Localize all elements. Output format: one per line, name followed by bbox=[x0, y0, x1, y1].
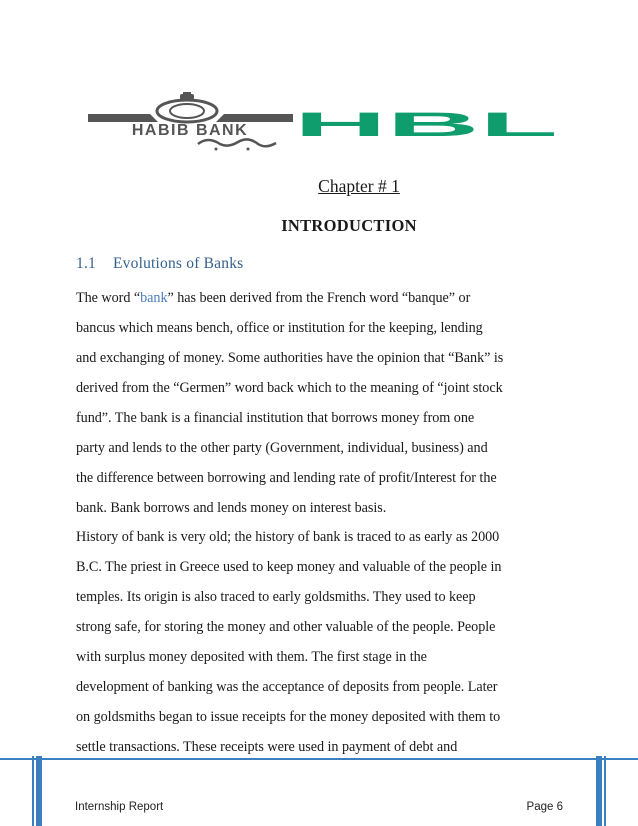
hbl-wordmark: HBL bbox=[294, 108, 558, 138]
chapter-title: Chapter # 1 bbox=[318, 176, 400, 196]
paragraph-line: settle transactions. These receipts were used in payment of debt and bbox=[76, 739, 458, 755]
paragraph-line: party and lends to the other party (Government, individual, business) and bbox=[76, 440, 488, 456]
chapter-heading: INTRODUCTION bbox=[281, 216, 417, 235]
paragraph-line: bancus which means bench, office or institution for the keeping, lending bbox=[76, 320, 483, 336]
paragraph-line: strong safe, for storing the money and other valuable of the people. People bbox=[76, 619, 496, 635]
paragraph-line: B.C. The priest in Greece used to keep money and valuable of the people in bbox=[76, 559, 502, 575]
paragraph-line: and exchanging of money. Some authorities have the opinion that “Bank” is bbox=[76, 350, 504, 366]
paragraph-line: The word “bank” has been derived from the French word “banque” or bbox=[76, 290, 471, 306]
paragraph-line: with surplus money deposited with them. The first stage in the bbox=[76, 649, 427, 665]
paragraph-2 bbox=[76, 522, 564, 762]
section-heading bbox=[76, 255, 243, 273]
paragraph-line: fund”. The bank is a financial institution that borrows money from one bbox=[76, 410, 475, 426]
section-number: 1.1 bbox=[76, 255, 96, 272]
hbl-logo bbox=[294, 108, 558, 138]
habib-bank-wordmark: HABIB BANK bbox=[131, 122, 249, 139]
paragraph-line: derived from the “Germen” word back which to the meaning of “joint stock bbox=[76, 380, 503, 396]
footer-page-number: Page 6 bbox=[526, 801, 563, 813]
paragraph-line: development of banking was the acceptance of deposits from people. Later bbox=[76, 679, 498, 695]
logo-banner bbox=[88, 92, 558, 152]
paragraph-line: History of bank is very old; the history of bank is traced to as early as 2000 bbox=[76, 529, 500, 545]
paragraph-line: on goldsmiths began to issue receipts for the money deposited with them to bbox=[76, 709, 501, 725]
habib-bank-logo bbox=[88, 92, 293, 152]
paragraph-line: bank. Bank borrows and lends money on interest basis. bbox=[76, 500, 387, 516]
paragraph-1 bbox=[76, 283, 564, 523]
bank-link[interactable]: bank bbox=[140, 290, 168, 306]
section-title: Evolutions of Banks bbox=[113, 255, 244, 272]
footer-border bbox=[0, 756, 638, 826]
footer-report-title: Internship Report bbox=[75, 801, 164, 813]
paragraph-line: the difference between borrowing and lending rate of profit/Interest for the bbox=[76, 470, 497, 486]
paragraph-line: temples. Its origin is also traced to early goldsmiths. They used to keep bbox=[76, 589, 476, 605]
